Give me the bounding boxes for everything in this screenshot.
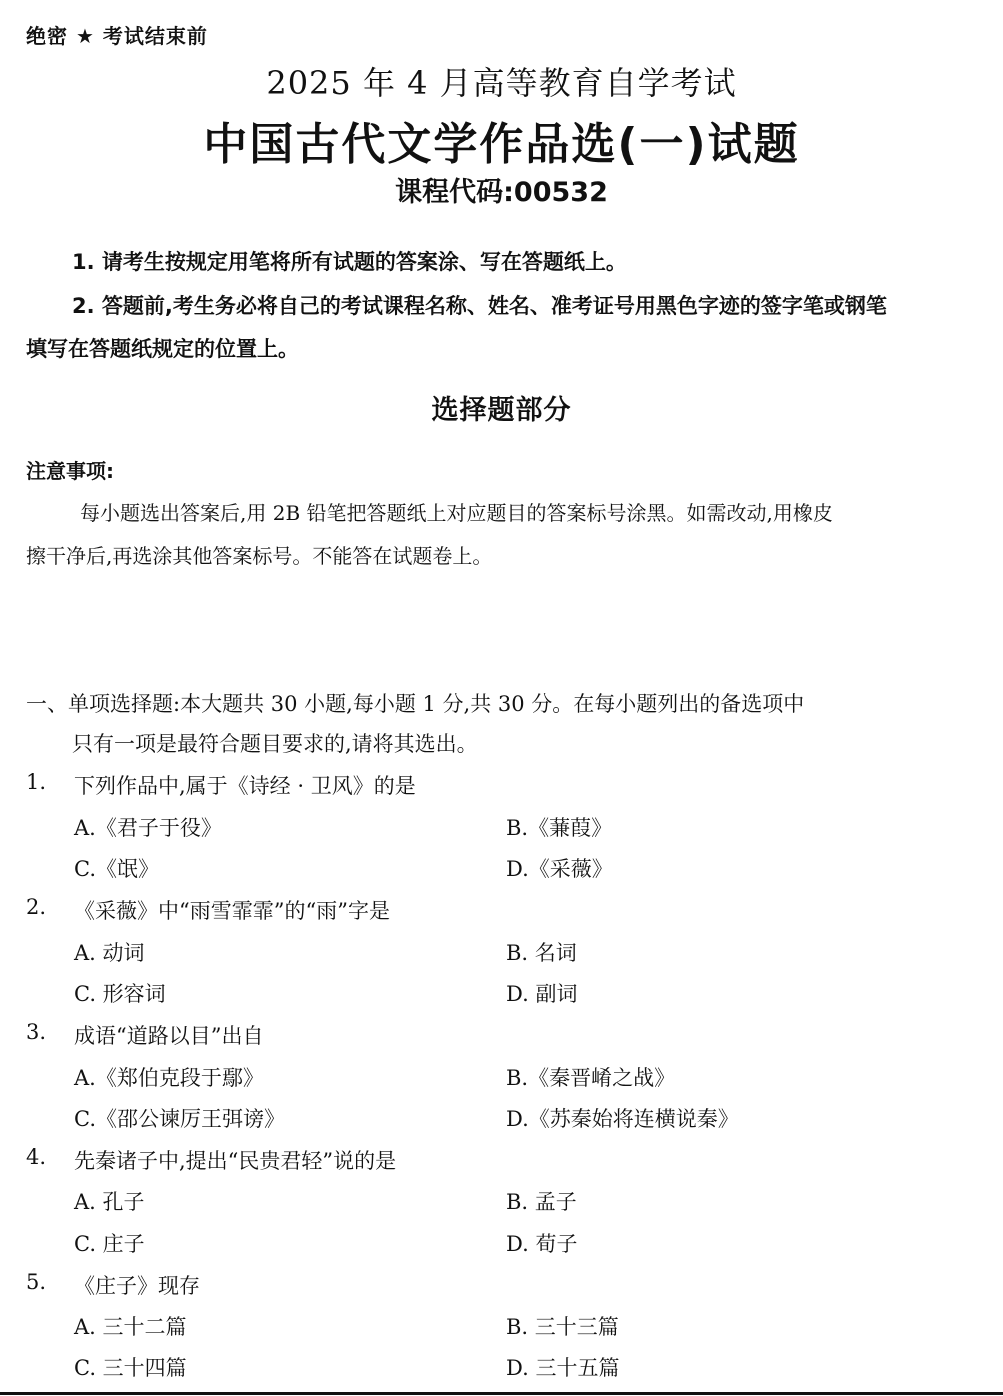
option-b: B. 三十三篇 (506, 1315, 619, 1339)
option-c: C.《氓》 (74, 857, 159, 881)
question-number: 4. (26, 1145, 47, 1169)
question-number: 5. (26, 1270, 47, 1294)
instruction-1: 1. 请考生按规定用笔将所有试题的答案涂、写在答题纸上。 (72, 250, 627, 274)
question-text: 《采薇》中“雨雪霏霏”的“雨”字是 (74, 899, 390, 923)
question-text: 先秦诸子中,提出“民贵君轻”说的是 (74, 1149, 397, 1173)
question-number: 2. (26, 895, 47, 919)
attention-line-1: 每小题选出答案后,用 2B 铅笔把答题纸上对应题目的答案标号涂黑。如需改动,用橡皮 (80, 501, 833, 525)
option-c: C. 三十四篇 (74, 1356, 187, 1380)
question-text: 成语“道路以目”出自 (74, 1024, 264, 1048)
instruction-2-cont: 填写在答题纸规定的位置上。 (26, 337, 299, 361)
part-one-heading: 一、单项选择题:本大题共 30 小题,每小题 1 分,共 30 分。在每小题列出的备选项中 (26, 692, 805, 716)
part-one-heading-cont: 只有一项是最符合题目要求的,请将其选出。 (72, 732, 478, 756)
option-d: D. 荀子 (506, 1232, 578, 1256)
option-c: C. 庄子 (74, 1232, 145, 1256)
option-b: B.《蒹葭》 (506, 816, 613, 840)
section-title: 选择题部分 (431, 395, 572, 426)
option-a: A. 孔子 (74, 1190, 145, 1214)
exam-session: 2025 年 4 月高等教育自学考试 (266, 64, 737, 102)
attention-label: 注意事项: (26, 459, 114, 483)
option-d: D.《采薇》 (506, 857, 613, 881)
course-code: 课程代码:00532 (395, 177, 608, 208)
exam-title: 中国古代文学作品选(一)试题 (203, 119, 800, 170)
option-c: C. 形容词 (74, 982, 166, 1006)
option-d: D. 三十五篇 (506, 1356, 620, 1380)
option-a: A.《君子于役》 (74, 816, 222, 840)
page-bottom-rule (0, 1392, 1003, 1395)
question-number: 1. (26, 770, 47, 794)
question-text: 下列作品中,属于《诗经 · 卫风》的是 (74, 774, 416, 798)
confidential-mark: 绝密 ★ 考试结束前 (26, 24, 208, 48)
option-b: B. 名词 (506, 941, 577, 965)
option-a: A. 三十二篇 (74, 1315, 187, 1339)
option-b: B.《秦晋崤之战》 (506, 1066, 676, 1090)
option-b: B. 孟子 (506, 1190, 577, 1214)
question-text: 《庄子》现存 (74, 1274, 200, 1298)
question-number: 3. (26, 1020, 47, 1044)
attention-line-2: 擦干净后,再选涂其他答案标号。不能答在试题卷上。 (26, 544, 493, 568)
option-d: D.《苏秦始将连横说秦》 (506, 1107, 739, 1131)
option-d: D. 副词 (506, 982, 578, 1006)
instruction-2: 2. 答题前,考生务必将自己的考试课程名称、姓名、准考证号用黑色字迹的签字笔或钢笔 (72, 294, 887, 318)
option-a: A.《郑伯克段于鄢》 (74, 1066, 264, 1090)
option-c: C.《邵公谏厉王弭谤》 (74, 1107, 285, 1131)
option-a: A. 动词 (74, 941, 145, 965)
